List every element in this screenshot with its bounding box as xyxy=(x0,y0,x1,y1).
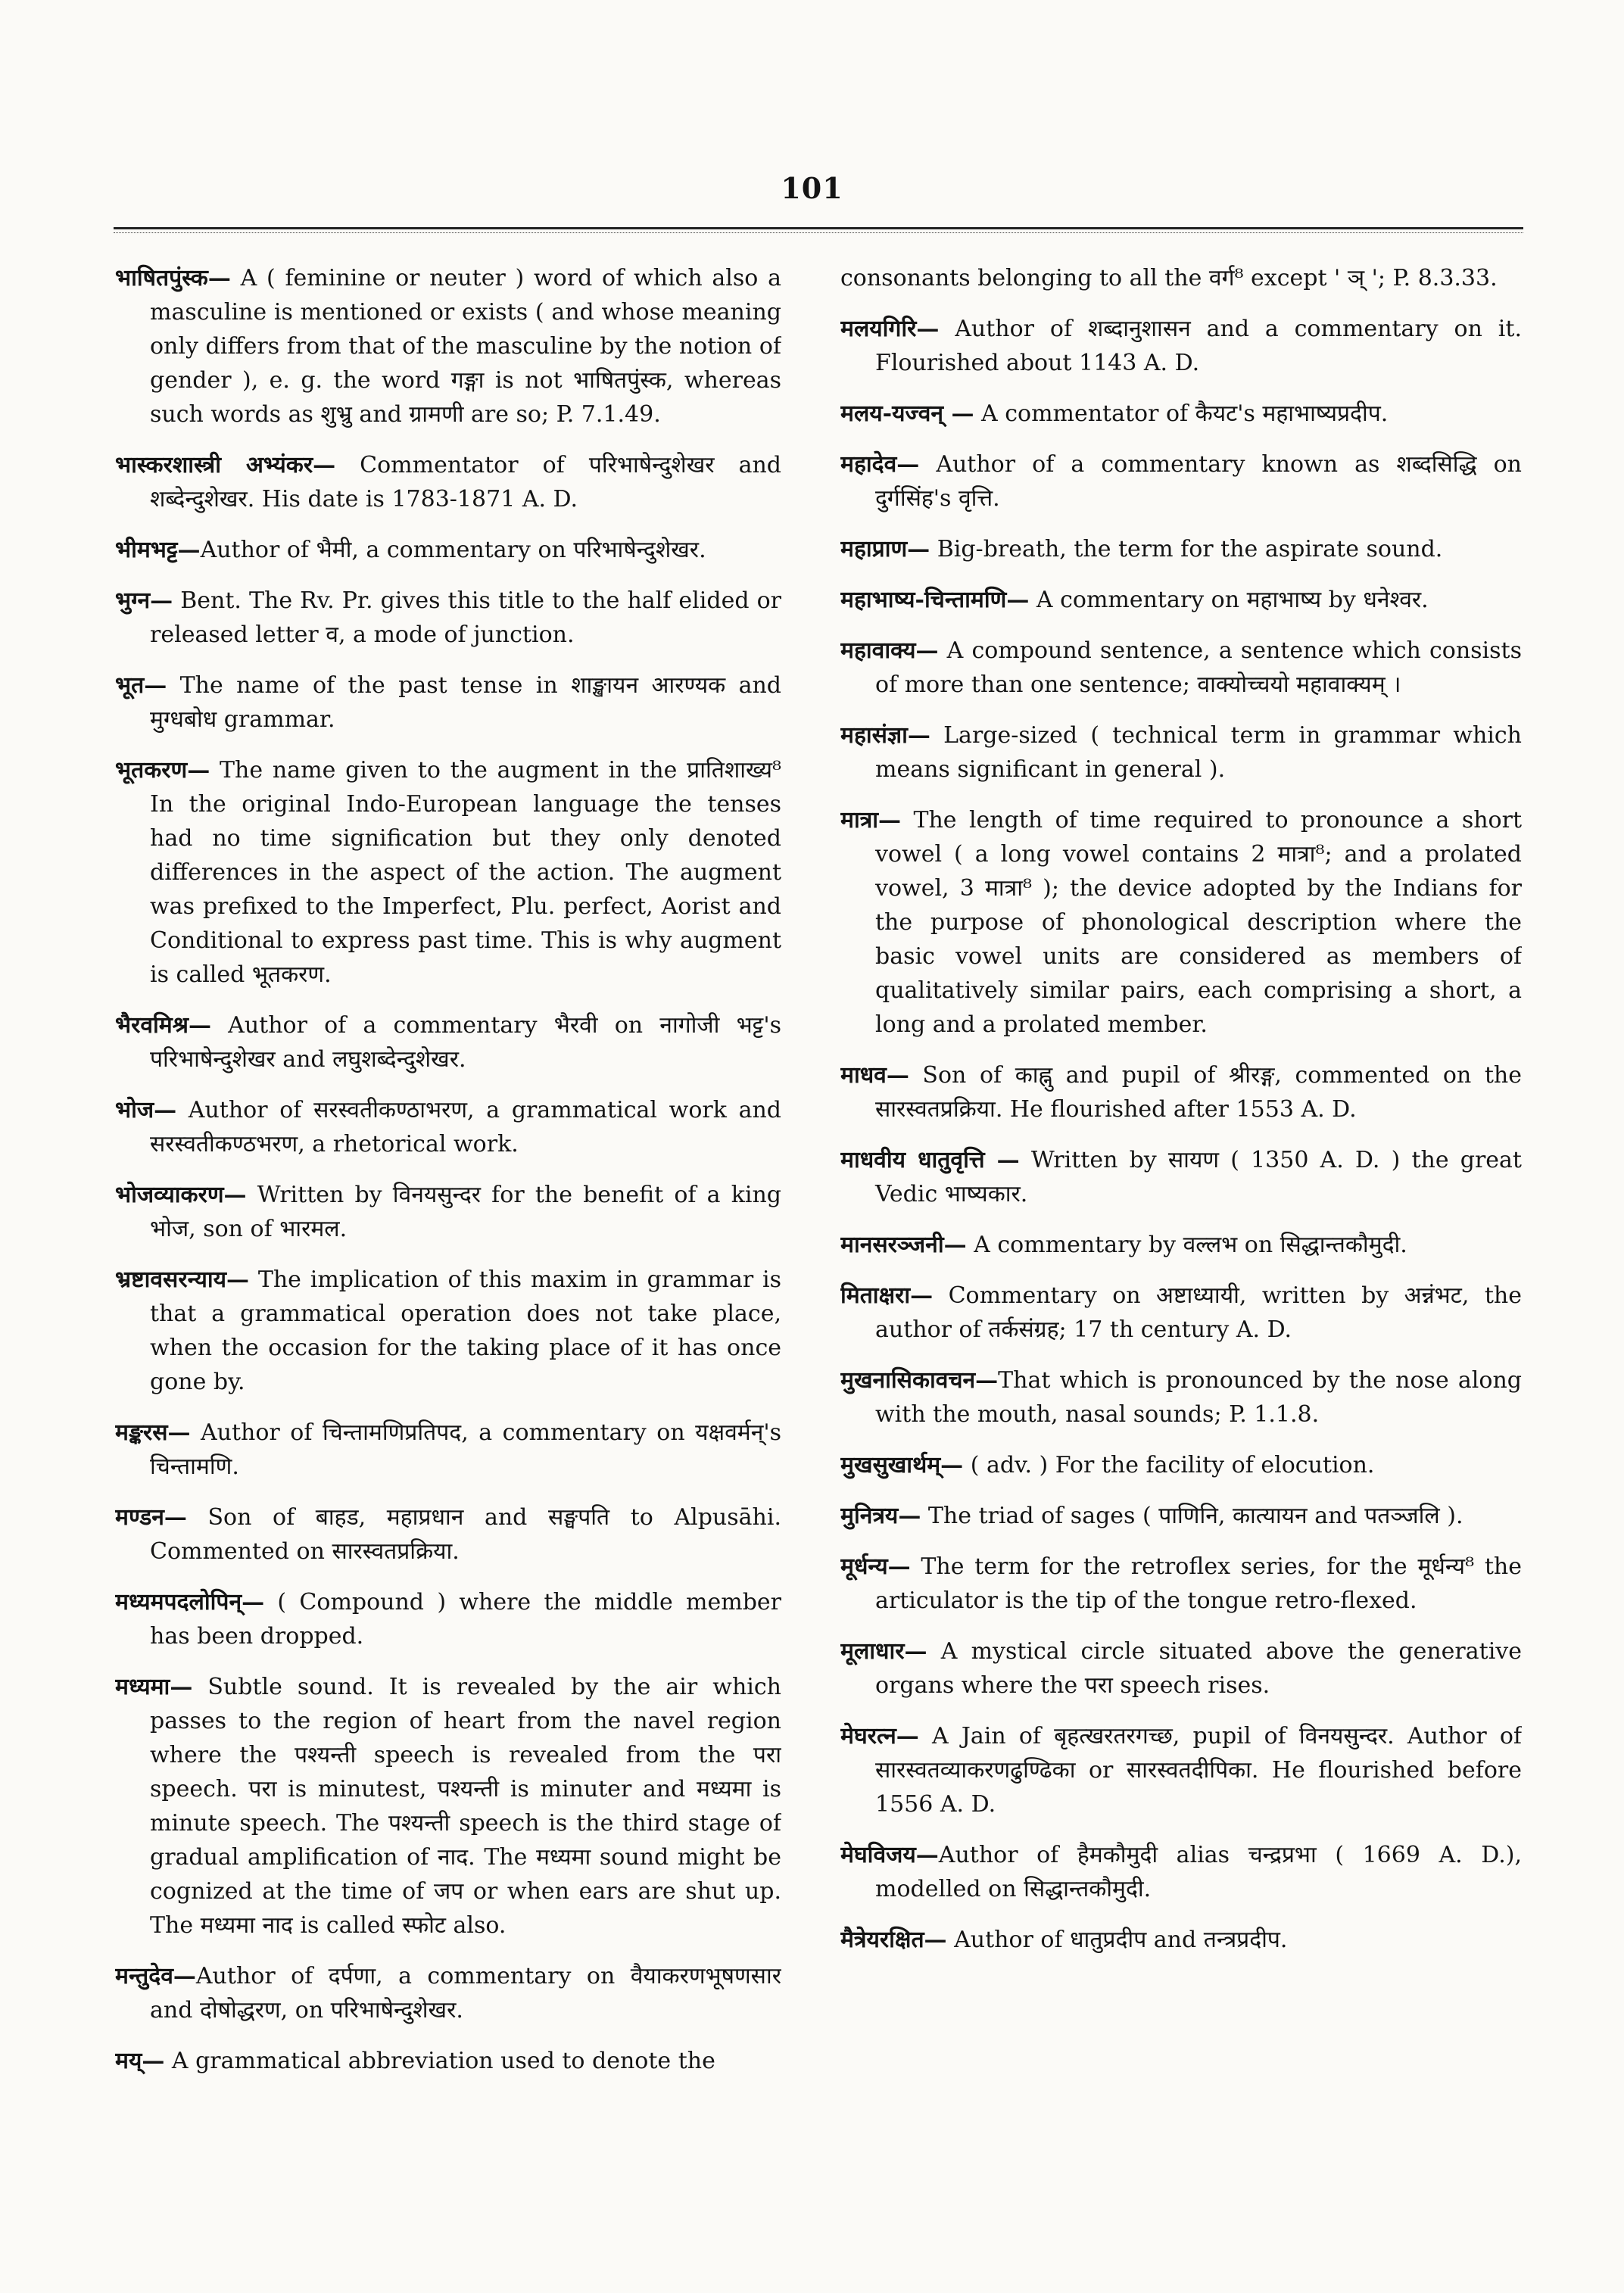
dictionary-entry xyxy=(840,1550,1522,1618)
entry-headword: भुग्न— xyxy=(115,587,173,614)
entry-headword: मेघरत्न— xyxy=(840,1723,919,1749)
dictionary-entry xyxy=(840,1499,1522,1533)
entry-headword: भीमभट्ट— xyxy=(115,537,201,563)
entry-definition: Written by विनयसुन्दर for the benefit of a king भोज, son of भारमल. xyxy=(150,1182,781,1242)
dictionary-entry xyxy=(115,753,781,992)
dictionary-entry xyxy=(115,584,781,652)
entry-headword: माधव— xyxy=(840,1062,909,1089)
dictionary-entry xyxy=(840,1448,1522,1482)
entry-definition: consonants belonging to all the वर्ग⁸ except ' ञ् '; P. 8.3.33. xyxy=(840,265,1498,291)
dictionary-entry xyxy=(840,532,1522,566)
entry-definition: The length of time required to pronounce a short vowel ( a long vowel contains 2 मात्रा⁸; and a prolated vowel, 3 मात्रा⁸ ); the device adopted by the Indians for the purpose of phonological description where the basic vowel units are considered as members of qualitatively similar pairs, each comprising a short, a long and a prolated member. xyxy=(875,807,1522,1038)
entry-definition: The name given to the augment in the प्रातिशाख्य⁸ In the original Indo-European language the tenses had no time signification but they only denoted differences in the aspect of the action. The augment was prefixed to the Imperfect, Plu. perfect, Aorist and Conditional to express past time. This is why augment is called भूतकरण. xyxy=(150,757,781,988)
entry-headword: मुनित्रय— xyxy=(840,1503,921,1529)
dictionary-entry xyxy=(840,803,1522,1042)
entry-definition: A grammatical abbreviation used to denote the xyxy=(164,2048,715,2074)
entry-definition: Written by सायण ( 1350 A. D. ) the great Vedic भाष्यकार. xyxy=(875,1147,1522,1207)
dictionary-entry xyxy=(840,397,1522,431)
entry-definition: The name of the past tense in शाङ्खायन आरण्यक and मुग्धबोध grammar. xyxy=(150,672,781,733)
dictionary-entry xyxy=(115,1959,781,2027)
dictionary-entry xyxy=(115,1500,781,1569)
entry-headword: भूत— xyxy=(115,672,167,699)
entry-headword: मानसरञ्जनी— xyxy=(840,1232,967,1258)
entry-definition: A commentator of कैयट's महाभाष्यप्रदीप. xyxy=(974,400,1389,427)
entry-headword: भाषितपुंस्क— xyxy=(115,265,231,291)
entry-definition: Author of a commentary known as शब्दसिद्धि on दुर्गसिंह's वृत्ति. xyxy=(875,451,1522,512)
dictionary-entry xyxy=(840,312,1522,380)
entry-headword: मङ्करस— xyxy=(115,1419,191,1446)
entry-definition: A commentary by वल्लभ on सिद्धान्तकौमुदी. xyxy=(966,1232,1407,1258)
dictionary-entry xyxy=(840,447,1522,516)
entry-definition: A mystical circle situated above the generative organs where the परा speech rises. xyxy=(875,1638,1522,1699)
entry-headword: महादेव— xyxy=(840,451,920,478)
dictionary-entry xyxy=(840,718,1522,787)
entry-headword: मैत्रेयरक्षित— xyxy=(840,1927,947,1953)
entry-definition: Son of काह्नु and pupil of श्रीरङ्ग, commented on the सारस्वतप्रक्रिया. He flourished after 1553 A. D. xyxy=(875,1062,1522,1123)
entry-headword: महावाक्य— xyxy=(840,637,939,664)
entry-headword: महासंज्ञा— xyxy=(840,722,930,749)
dictionary-entry xyxy=(115,1263,781,1399)
dictionary-entry xyxy=(840,1838,1522,1906)
entry-headword: मध्यमपदलोपिन्— xyxy=(115,1589,265,1615)
entry-headword: मूर्धन्य— xyxy=(840,1553,911,1580)
header-rule xyxy=(114,227,1523,229)
entry-definition: Author of धातुप्रदीप and तन्त्रप्रदीप. xyxy=(946,1927,1288,1953)
entry-headword: मूलाधार— xyxy=(840,1638,927,1665)
entry-headword: मलय-यज्वन् — xyxy=(840,400,974,427)
entry-definition: ( adv. ) For the facility of elocution. xyxy=(963,1452,1375,1478)
entry-headword: मुखनासिकावचन— xyxy=(840,1367,999,1394)
dictionary-entry xyxy=(840,1363,1522,1432)
entry-definition: A ( feminine or neuter ) word of which also a masculine is mentioned or exists ( and whose meaning only differs from that of the masculine by the notion of gender ), e. g. the word गङ्गा is not भाषितपुंस्क, whereas such words as शुभ्रु and ग्रामणी are so; P. 7.1.49. xyxy=(150,265,781,428)
entry-definition: A Jain of बृहत्खरतरगच्छ, pupil of विनयसुन्दर. Author of सारस्वतव्याकरणढुण्ढिका or सारस्वतदीपिका. He flourished before 1556 A. D. xyxy=(875,1723,1522,1818)
entry-definition: Commentary on अष्टाध्यायी, written by अन्नंभट, the author of तर्कसंग्रह; 17 th century A. D. xyxy=(875,1282,1522,1343)
entry-headword: मात्रा— xyxy=(840,807,902,833)
entry-headword: मेघविजय— xyxy=(840,1842,939,1868)
entry-definition: Author of a commentary भैरवी on नागोजी भट्ट's परिभाषेन्दुशेखर and लघुशब्देन्दुशेखर. xyxy=(150,1012,781,1073)
entry-definition: That which is pronounced by the nose along with the mouth, nasal sounds; P. 1.1.8. xyxy=(875,1367,1522,1428)
dictionary-entry xyxy=(840,583,1522,617)
entry-definition: Big-breath, the term for the aspirate sound. xyxy=(930,536,1443,562)
entry-definition: Son of बाहड, महाप्रधान and सङ्घपति to Alpusāhi. Commented on सारस्वतप्रक्रिया. xyxy=(150,1504,781,1565)
entry-definition: The implication of this maxim in grammar is that a grammatical operation does not take place, when the occasion for the taking place of it has once gone by. xyxy=(150,1266,781,1395)
entry-definition: A commentary on महाभाष्य by धनेश्वर. xyxy=(1029,587,1429,613)
entry-headword: मिताक्षरा— xyxy=(840,1282,934,1309)
entry-headword: मुखसुखार्थम्— xyxy=(840,1452,964,1478)
entry-definition: Bent. The Rv. Pr. gives this title to the half elided or released letter व, a mode of junction. xyxy=(150,587,781,648)
dictionary-entry xyxy=(840,1923,1522,1957)
entry-headword: मय्— xyxy=(115,2048,165,2074)
entry-definition: Author of भैमी, a commentary on परिभाषेन्दुशेखर. xyxy=(200,537,706,563)
dictionary-entry xyxy=(115,448,781,516)
entry-definition: Author of सरस्वतीकण्ठाभरण, a grammatical work and सरस्वतीकण्ठभरण, a rhetorical work. xyxy=(150,1097,781,1157)
dictionary-entry xyxy=(840,634,1522,702)
dictionary-entry xyxy=(115,1585,781,1653)
entry-definition: Author of चिन्तामणिप्रतिपद, a commentary on यक्षवर्मन्'s चिन्तामणि. xyxy=(150,1419,781,1480)
dictionary-entry xyxy=(840,1719,1522,1821)
entry-headword: मध्यमा— xyxy=(115,1674,193,1700)
entry-definition: Author of शब्दानुशासन and a commentary on it. Flourished about 1143 A. D. xyxy=(875,316,1522,376)
entry-definition: Commentator of परिभाषेन्दुशेखर and शब्देन्दुशेखर. His date is 1783-1871 A. D. xyxy=(150,452,781,512)
right-column xyxy=(840,261,1522,2263)
dictionary-entry xyxy=(840,1634,1522,1703)
entry-headword: मन्तुदेव— xyxy=(115,1963,196,1989)
dictionary-entry xyxy=(115,1416,781,1484)
dictionary-entry-continued xyxy=(840,261,1522,295)
dictionary-entry xyxy=(840,1058,1522,1126)
entry-headword: भोजव्याकरण— xyxy=(115,1182,247,1208)
entry-headword: माधवीय धातुवृत्ति — xyxy=(840,1147,1020,1173)
dictionary-entry xyxy=(115,533,781,567)
dictionary-entry xyxy=(115,1670,781,1943)
entry-definition: Author of हैमकौमुदी alias चन्द्रप्रभा ( 1669 A. D.), modelled on सिद्धान्तकौमुदी. xyxy=(875,1842,1522,1902)
entry-headword: भोज— xyxy=(115,1097,177,1123)
left-column xyxy=(115,261,781,2263)
entry-headword: भूतकरण— xyxy=(115,757,210,784)
dictionary-entry xyxy=(840,1279,1522,1347)
dictionary-entry xyxy=(115,668,781,737)
dictionary-entry xyxy=(115,2044,781,2078)
dictionary-entry xyxy=(115,1008,781,1076)
entry-headword: भास्करशास्त्री अभ्यंकर— xyxy=(115,452,336,478)
dictionary-entry xyxy=(115,1093,781,1161)
entry-definition: ( Compound ) where the middle member has been dropped. xyxy=(150,1589,781,1650)
entry-definition: Subtle sound. It is revealed by the air which passes to the region of heart from the navel region where the पश्यन्ती speech is revealed from the परा speech. परा is minutest, पश्यन्ती is minuter and मध्यमा is minute speech. The पश्यन्ती speech is the third stage of gradual amplification of नाद. The मध्यमा sound might be cognized at the time of जप or when ears are shut up. The मध्यमा नाद is called स्फोट also. xyxy=(150,1674,781,1939)
entry-headword: भ्रष्टावसरन्याय— xyxy=(115,1266,250,1293)
dictionary-entry xyxy=(115,261,781,431)
entry-headword: मलयगिरि— xyxy=(840,316,940,342)
entry-headword: भैरवमिश्र— xyxy=(115,1012,211,1039)
header-rule-dotted xyxy=(114,232,1523,233)
page-number: 101 xyxy=(781,171,843,205)
dictionary-entry xyxy=(840,1143,1522,1211)
entry-definition: A compound sentence, a sentence which consists of more than one sentence; वाक्योच्चयो महावाक्यम् । xyxy=(875,637,1522,698)
entry-definition: The triad of sages ( पाणिनि, कात्यायन and पतञ्जलि ). xyxy=(921,1503,1463,1529)
entry-definition: Large-sized ( technical term in grammar which means significant in general ). xyxy=(875,722,1522,783)
entry-definition: The term for the retroflex series, for the मूर्धन्य⁸ the articulator is the tip of the tongue retro-flexed. xyxy=(875,1553,1522,1614)
entry-definition: Author of दर्पणा, a commentary on वैयाकरणभूषणसार and दोषोद्धरण, on परिभाषेन्दुशेखर. xyxy=(150,1963,781,2024)
entry-headword: मण्डन— xyxy=(115,1504,187,1531)
dictionary-entry xyxy=(115,1178,781,1246)
entry-headword: महाभाष्य-चिन्तामणि— xyxy=(840,587,1030,613)
entry-headword: महाप्राण— xyxy=(840,536,930,562)
dictionary-entry xyxy=(840,1228,1522,1262)
